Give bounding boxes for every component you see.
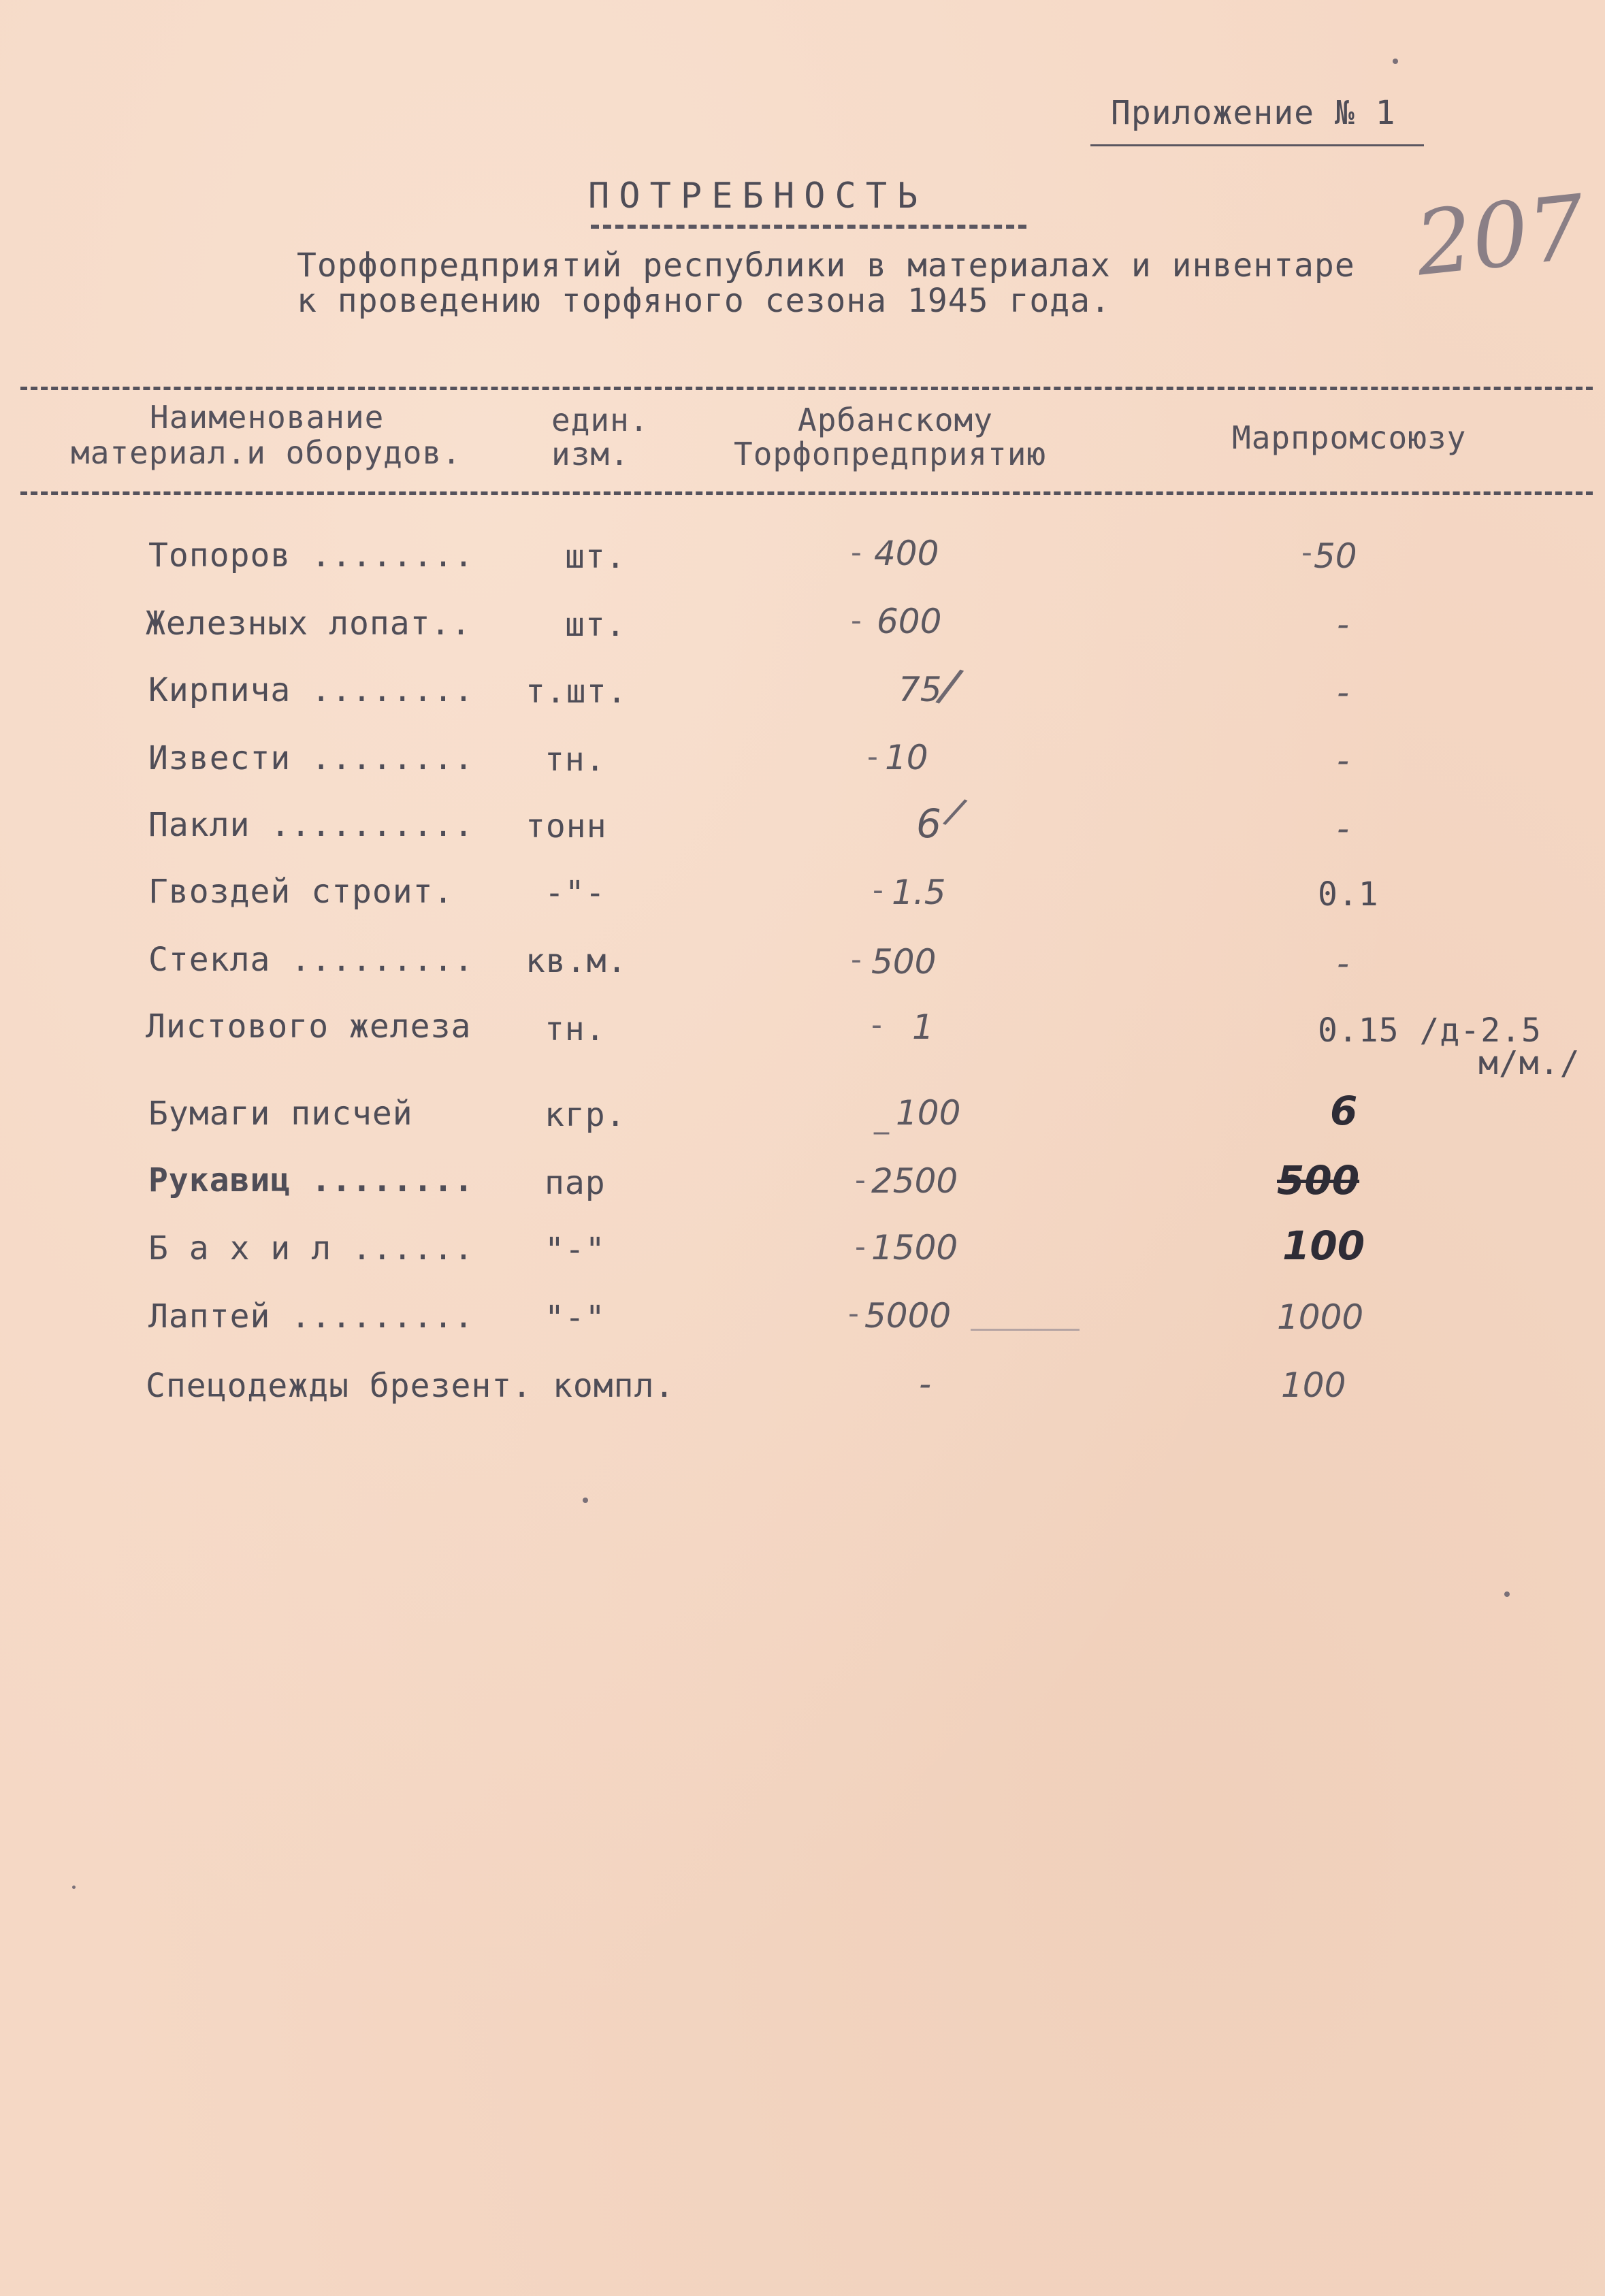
row-marprom: - — [1337, 809, 1350, 848]
crossed-out-mark — [971, 1306, 1080, 1331]
check-mark: - — [867, 739, 878, 774]
row-arban: 1500 — [871, 1228, 958, 1267]
row-arban: 1 — [912, 1007, 934, 1047]
row-name: Топоров ........ — [148, 536, 474, 575]
row-unit: тн. — [545, 1010, 606, 1048]
row-name: Извести ........ — [148, 739, 474, 777]
row-unit: "-" — [545, 1299, 606, 1337]
row-marprom: 6 — [1330, 1088, 1358, 1134]
row-marprom: - — [1337, 673, 1350, 712]
header-name-line1: Наименование — [150, 399, 385, 436]
row-name: Гвоздей строит. — [148, 873, 454, 911]
annex-label: Приложение № 1 — [1111, 94, 1396, 132]
row-arban: 5000 — [864, 1296, 952, 1336]
paper-speck — [583, 1498, 588, 1503]
header-marprom: Марпромсоюзу — [1232, 419, 1467, 456]
row-unit: кв.м. — [525, 942, 628, 980]
header-arban-line1: Арбанскому — [798, 402, 993, 438]
row-unit: т.шт. — [525, 673, 628, 711]
paper-speck — [72, 1886, 76, 1889]
row-arban: 2500 — [871, 1161, 958, 1201]
row-unit: шт. — [565, 538, 626, 576]
row-marprom: - — [1337, 741, 1350, 780]
row-name: Листового железа — [146, 1007, 472, 1046]
check-mark: - — [848, 1296, 859, 1331]
row-name: Б а х и л ...... — [148, 1229, 474, 1267]
check-mark: - — [855, 1229, 866, 1264]
row-marprom: - — [1337, 943, 1350, 983]
row-unit: кгр. — [545, 1096, 626, 1134]
document-title: ПОТРЕБНОСТЬ — [588, 176, 928, 216]
row-unit: пар — [545, 1164, 606, 1202]
row-unit: тн. — [545, 741, 606, 779]
row-arban: 10 — [885, 738, 928, 777]
row-arban: 100 — [896, 1093, 961, 1133]
subtitle-line-1: Торфопредприятий республики в материалах и инвентаре — [297, 246, 1355, 285]
row-marprom: 0.15 /д-2.5 — [1318, 1012, 1542, 1050]
row-unit: шт. — [565, 606, 626, 644]
header-unit-line2: изм. — [551, 436, 630, 472]
row-name: Лаптей ......... — [148, 1297, 474, 1336]
title-underline — [591, 225, 1026, 229]
check-mark: - — [855, 1163, 866, 1197]
check-mark: _ — [874, 1100, 889, 1135]
check-mark: / — [940, 789, 971, 835]
row-arban: 500 — [871, 942, 937, 982]
row-name: Стекла ......... — [148, 941, 474, 979]
annex-underline — [1090, 144, 1424, 146]
row-name: Железных лопат.. — [146, 604, 472, 643]
paper-speck — [1393, 59, 1398, 64]
row-name: Рукавиц ........ — [148, 1161, 474, 1199]
row-arban: 1.5 — [892, 873, 946, 912]
row-marprom: 100 — [1282, 1223, 1365, 1269]
header-unit-line1: един. — [551, 402, 649, 438]
row-unit: -"- — [545, 874, 606, 912]
check-mark: - — [851, 603, 862, 638]
row-arban: 6 — [916, 801, 941, 847]
header-name-line2: материал.и оборудов. — [71, 434, 461, 471]
row-marprom: 1000 — [1277, 1297, 1364, 1337]
row-name: Кирпича ........ — [148, 671, 474, 709]
row-marprom: 0.1 — [1318, 875, 1379, 913]
row-arban: - — [919, 1364, 932, 1404]
table-header-rule — [20, 491, 1593, 495]
row-unit: "-" — [545, 1231, 606, 1269]
check-mark: - — [1301, 535, 1312, 570]
table-top-rule — [20, 387, 1593, 390]
row-name: Спецодежды брезент. компл. — [146, 1367, 675, 1405]
check-mark: - — [851, 942, 862, 977]
row-arban: 400 — [874, 534, 939, 573]
row-arban: 600 — [877, 602, 942, 641]
row-name: Бумаги писчей — [148, 1095, 413, 1133]
subtitle-line-2: к проведению торфяного сезона 1945 года. — [297, 282, 1111, 320]
paper-speck — [1504, 1591, 1510, 1597]
row-marprom-note: м/м./ — [1478, 1044, 1580, 1082]
row-marprom: 50 — [1314, 536, 1357, 576]
header-arban-line2: Торфопредприятию — [734, 436, 1047, 472]
check-mark: - — [871, 1007, 882, 1042]
folio-number: 207 — [1410, 175, 1590, 296]
row-marprom: - — [1337, 604, 1350, 644]
row-marprom: 100 — [1281, 1365, 1346, 1405]
check-mark: - — [851, 535, 862, 570]
check-mark: / — [933, 656, 967, 715]
check-mark: - — [873, 873, 883, 907]
row-unit: тонн — [525, 807, 607, 845]
row-marprom: 500 — [1277, 1157, 1360, 1203]
row-name: Пакли .......... — [148, 806, 474, 844]
row-arban: 75 — [898, 670, 942, 709]
